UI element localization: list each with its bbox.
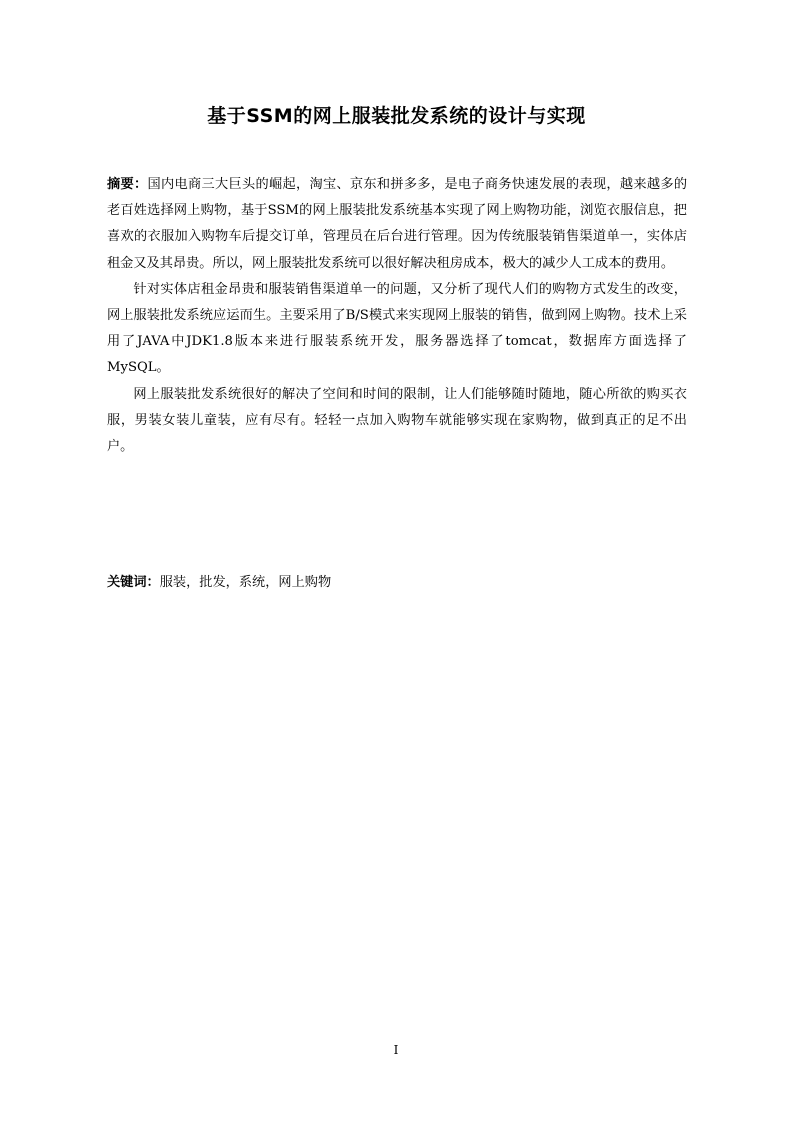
abstract-paragraph-3: 网上服装批发系统很好的解决了空间和时间的限制，让人们能够随时随地，随心所欲的购买衣服，男装女装儿童装，应有尽有。轻轻一点加入购物车就能够实现在家购物，做到真正的足不出户。 [107,386,687,455]
abstract-section [107,172,687,460]
keywords-label: 关键词： [107,575,160,590]
keywords-section [107,570,687,596]
abstract-paragraph-1 [107,172,687,277]
page-number: I [393,1043,399,1057]
abstract-text-1: 国内电商三大巨头的崛起，淘宝、京东和拼多多，是电子商务快速发展的表现，越来越多的老百姓选择网上购物，基于SSM的网上服装批发系统基本实现了网上购物功能，浏览衣服信息，把喜欢的衣服加入购物车后提交订单，管理员在后台进行管理。因为传统服装销售渠道单一，实体店租金又及其昂贵。所以，网上服装批发系统可以很好解决租房成本，极大的减少人工成本的费用。 [107,177,688,271]
abstract-paragraph-2: 针对实体店租金昂贵和服装销售渠道单一的问题，又分析了现代人们的购物方式发生的改变，网上服装批发系统应运而生。主要采用了B/S模式来实现网上服装的销售，做到网上购物。技术上采用了JAVA中JDK1.8版本来进行服装系统开发，服务器选择了tomcat，数据库方面选择了MySQL。 [107,281,687,376]
keywords-value: 服装，批发，系统，网上购物 [159,575,332,590]
paper-title: 基于SSM的网上服装批发系统的设计与实现 [207,105,586,127]
abstract-label: 摘要： [107,177,148,192]
